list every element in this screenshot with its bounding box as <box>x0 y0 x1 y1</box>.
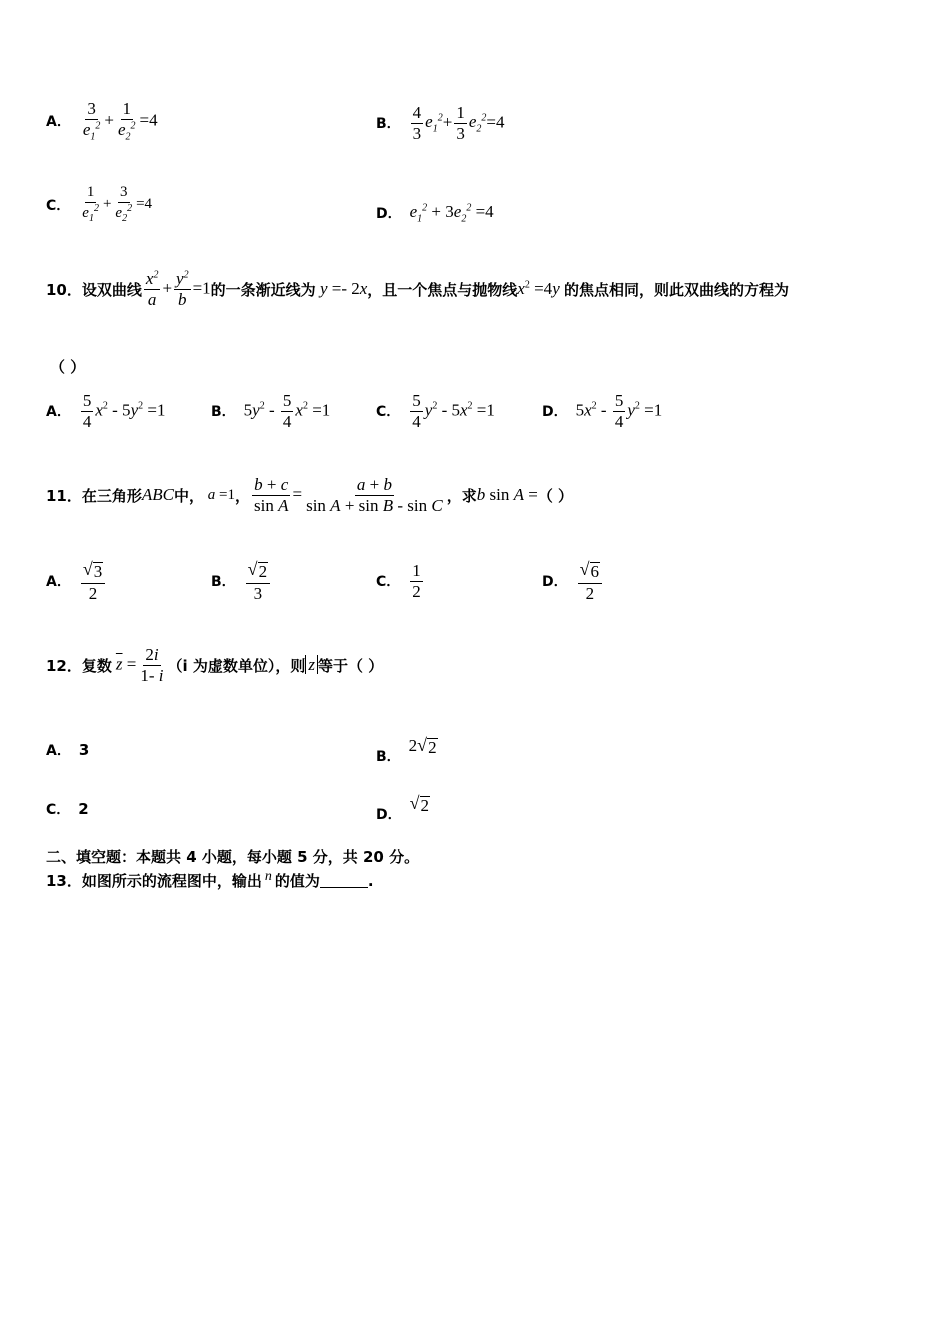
option-label: C． <box>376 574 401 591</box>
ratio-formula: $\frac{b + c}{\text{sin A}}$ = $\frac{a + b}{\text{sin A + sin B - sin C}}$ <box>254 475 443 515</box>
option-formula: $e_1^2 + 3e_2^2 =4$ <box>409 202 494 225</box>
q11-option-c[interactable] <box>376 562 425 601</box>
option-label: C． <box>46 197 71 214</box>
question-text: 中， <box>174 486 205 505</box>
question-text: 的焦点相同，则此双曲线的方程为 <box>563 280 789 299</box>
option-formula: √ 2 <box>409 793 430 816</box>
question-text: 复数 <box>81 656 112 675</box>
option-formula: $\frac{4}{3}$ $e_1^2+$ $\frac{1}{3}$ $e_2^2=4$ <box>412 103 505 143</box>
answer-blank[interactable] <box>320 873 368 888</box>
question-number: 12． <box>46 656 82 675</box>
q13-stem <box>46 870 374 891</box>
option-label: D． <box>376 807 402 823</box>
question-number: 11． <box>46 486 82 505</box>
asymptote-formula: y =- 2x <box>319 279 368 299</box>
option-formula: $5y^2$ - $\frac{5}{4}$ $x^2 =1$ <box>243 391 331 431</box>
option-formula: $\frac{1}{e_1^2}$ + $\frac{3}{e_2^2}$ =4 <box>82 184 153 224</box>
q10-stem <box>46 270 789 309</box>
answer-paren: （ ） <box>50 358 86 376</box>
option-label: B． <box>376 116 401 133</box>
q10-option-d[interactable] <box>542 392 662 431</box>
q11-option-a[interactable] <box>46 560 107 603</box>
option-label: A． <box>46 114 71 131</box>
triangle-name: ABC <box>141 485 174 505</box>
question-text: ，且一个焦点与抛物线 <box>367 280 518 299</box>
question-text: . <box>367 871 374 890</box>
option-value: 2 <box>78 800 89 818</box>
q11-stem <box>46 476 573 515</box>
question-text: 在三角形 <box>81 486 142 505</box>
q9-option-b[interactable] <box>376 104 504 143</box>
question-text: ， <box>234 486 250 505</box>
parabola-formula: $x^2 =4y$ <box>517 279 560 299</box>
q12-option-a[interactable] <box>46 740 89 760</box>
option-label: C． <box>376 404 401 421</box>
q11-option-b[interactable] <box>211 560 272 603</box>
q12-option-d[interactable] <box>376 786 430 824</box>
q9-option-c[interactable] <box>46 185 152 224</box>
section-title: 二、填空题：本题共 4 小题，每小题 5 分，共 20 分。 <box>46 848 420 866</box>
section-heading <box>46 846 419 867</box>
q10-option-c[interactable] <box>376 392 495 431</box>
variable-n: n <box>264 868 272 884</box>
complex-formula: $\overline{z}$ = $\frac{2i}{1- i}$ <box>115 645 164 685</box>
question-text: 等于（ ） <box>318 656 384 675</box>
option-label: A． <box>46 743 71 759</box>
hyperbola-formula: $\frac{x^2}{a}$ + $\frac{y^2}{b}$ =1 <box>145 269 211 309</box>
option-formula: $5x^2$ - $\frac{5}{4}$ $y^2 =1$ <box>575 391 663 431</box>
question-text: 的一条渐近线为 <box>210 280 316 299</box>
option-formula: $\frac{1}{2}$ <box>412 561 421 601</box>
q10-paren <box>50 356 85 377</box>
q12-stem <box>46 646 383 685</box>
question-text: （i 为虚数单位），则 <box>167 656 306 675</box>
q12-option-b[interactable] <box>376 728 438 766</box>
abs-formula: z <box>305 655 318 675</box>
option-label: A． <box>46 574 71 591</box>
option-label: C． <box>46 802 71 818</box>
side-formula: a =1 <box>207 486 235 503</box>
option-label: A． <box>46 404 71 421</box>
answer-paren: （ ） <box>537 486 574 505</box>
option-formula: √ 2 3 <box>244 560 272 603</box>
option-formula: $\frac{5}{4}$ $y^2 - 5x^2 =1$ <box>412 391 495 431</box>
option-formula: √ 6 2 <box>576 560 604 603</box>
option-label: B． <box>376 749 401 765</box>
q9-option-a[interactable] <box>46 100 158 143</box>
q9-option-d[interactable] <box>376 202 494 224</box>
question-number: 10． <box>46 280 82 299</box>
option-formula: $\frac{3}{e_1^2}$ + $\frac{1}{e_2^2}$ =4 <box>82 99 158 143</box>
q12-option-c[interactable] <box>46 799 89 819</box>
option-formula: 2 √ 2 <box>408 735 437 758</box>
option-label: D． <box>542 574 568 591</box>
question-number: 13． <box>46 872 82 890</box>
question-text: ，求 <box>446 486 477 505</box>
option-value: 3 <box>78 741 90 759</box>
q10-option-a[interactable] <box>46 392 165 431</box>
q11-option-d[interactable] <box>542 560 604 603</box>
question-text: 如图所示的流程图中，输出 <box>81 872 262 890</box>
option-label: D． <box>376 206 402 223</box>
option-label: B． <box>211 574 236 591</box>
option-formula: √ 3 2 <box>79 560 107 603</box>
question-text: 的值为 <box>274 872 320 890</box>
option-label: B． <box>211 404 236 421</box>
q10-option-b[interactable] <box>211 392 330 431</box>
question-text: 设双曲线 <box>81 280 142 299</box>
target-formula: b sin A = <box>476 485 538 505</box>
option-formula: $\frac{5}{4}$ $x^2 - 5y^2 =1$ <box>82 391 166 431</box>
option-label: D． <box>542 404 568 421</box>
